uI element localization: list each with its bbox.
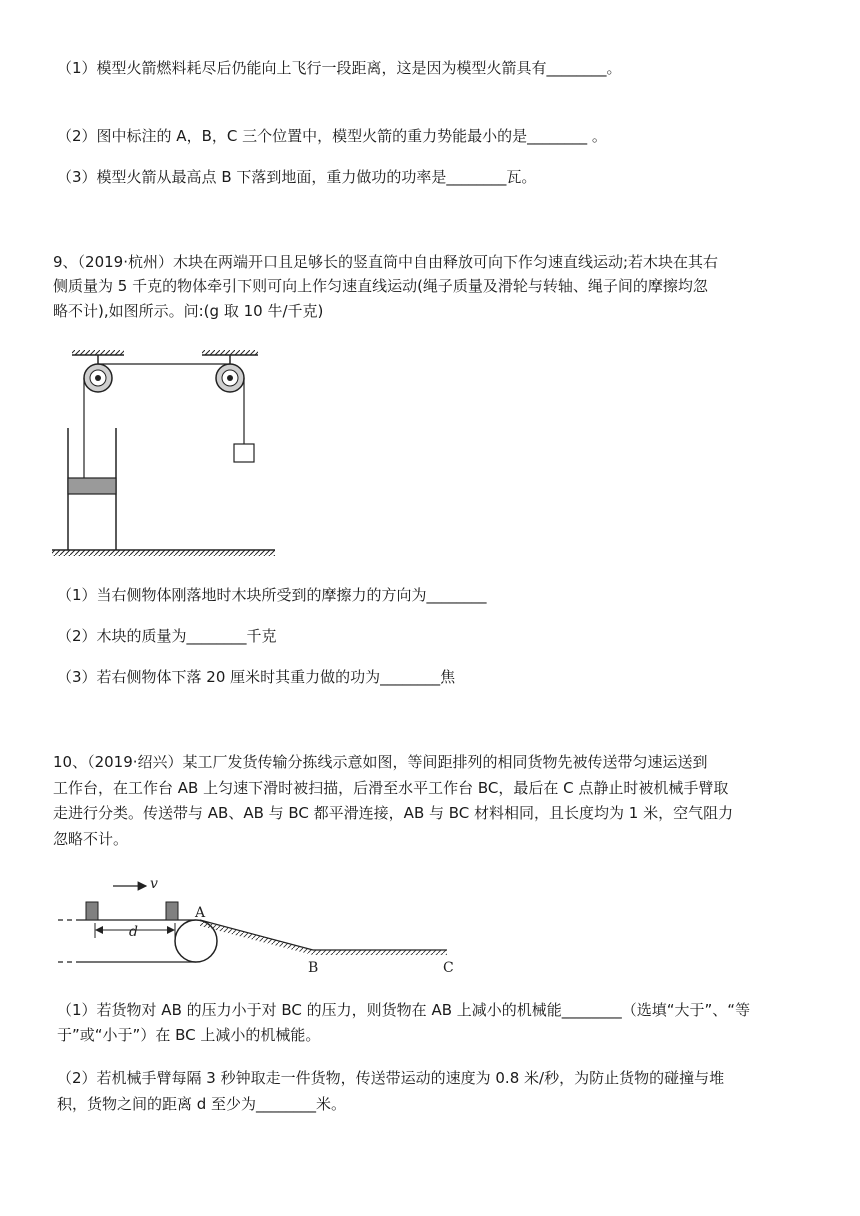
q9-stem-line3: 略不计),如图所示。问:(g 取 10 牛/千克) [53, 302, 324, 320]
pulley-left [84, 364, 112, 392]
pulley-right [216, 364, 244, 392]
q10-stem-line1: 10、（2019·绍兴）某工厂发货传输分拣线示意如图，等间距排列的相同货物先被传送带匀速运送到 [53, 753, 708, 771]
q10-part2-line2: 积，货物之间的距离 d 至少为________米。 [57, 1095, 347, 1113]
q10-stem-line4: 忽略不计。 [53, 830, 129, 848]
label-b: B [308, 960, 319, 976]
q9-stem-line2: 侧质量为 5 千克的物体牵引下则可向上作匀速直线运动(绳子质量及滑轮与转轴、绳子间的摩擦均忽 [53, 277, 708, 295]
ground [52, 550, 275, 556]
q9-part2: （2）木块的质量为________千克 [57, 627, 277, 645]
q8-part2: （2）图中标注的 A，B，C 三个位置中，模型火箭的重力势能最小的是________ 。 [57, 127, 607, 145]
q8-part3: （3）模型火箭从最高点 B 下落到地面，重力做功的功率是________瓦。 [57, 168, 537, 186]
label-d: d [129, 924, 138, 940]
q9-stem-line1: 9、（2019·杭州）木块在两端开口且足够长的竖直筒中自由释放可向下作匀速直线运动;若木块在其右 [53, 253, 719, 271]
q10-part1-line2: 于”或“小于”）在 BC 上减小的机械能。 [57, 1026, 321, 1044]
q10-stem-line2: 工作台，在工作台 AB 上匀速下滑时被扫描，后滑至水平工作台 BC，最后在 C 点静止时被机械手臂取 [53, 779, 729, 797]
cargo-box-left [86, 902, 98, 920]
q9-pulley-figure [50, 340, 280, 565]
q10-stem-line3: 走进行分类。传送带与 AB、AB 与 BC 都平滑连接，AB 与 BC 材料相同，且长度均为 1 米，空气阻力 [53, 804, 734, 822]
q10-part1-line1: （1）若货物对 AB 的压力小于对 BC 的压力，则货物在 AB 上减小的机械能________（选填“大于”、“等 [57, 1001, 751, 1019]
label-c: C [443, 960, 454, 976]
label-v: v [150, 876, 158, 892]
label-a: A [195, 905, 206, 921]
platform-bc [313, 950, 447, 955]
hanging-mass [234, 444, 254, 462]
wooden-block [68, 478, 116, 494]
q9-part3: （3）若右侧物体下落 20 厘米时其重力做的功为________焦 [57, 668, 456, 686]
q10-conveyor-figure [58, 868, 468, 980]
cargo-box-right [166, 902, 178, 920]
q9-part1: （1）当右侧物体刚落地时木块所受到的摩擦力的方向为________ [57, 586, 487, 604]
q10-part2-line1: （2）若机械手臂每隔 3 秒钟取走一件货物，传送带运动的速度为 0.8 米/秒，为防止货物的碰撞与堆 [57, 1069, 725, 1087]
q8-part1: （1）模型火箭燃料耗尽后仍能向上飞行一段距离，这是因为模型火箭具有________。 [57, 59, 622, 77]
